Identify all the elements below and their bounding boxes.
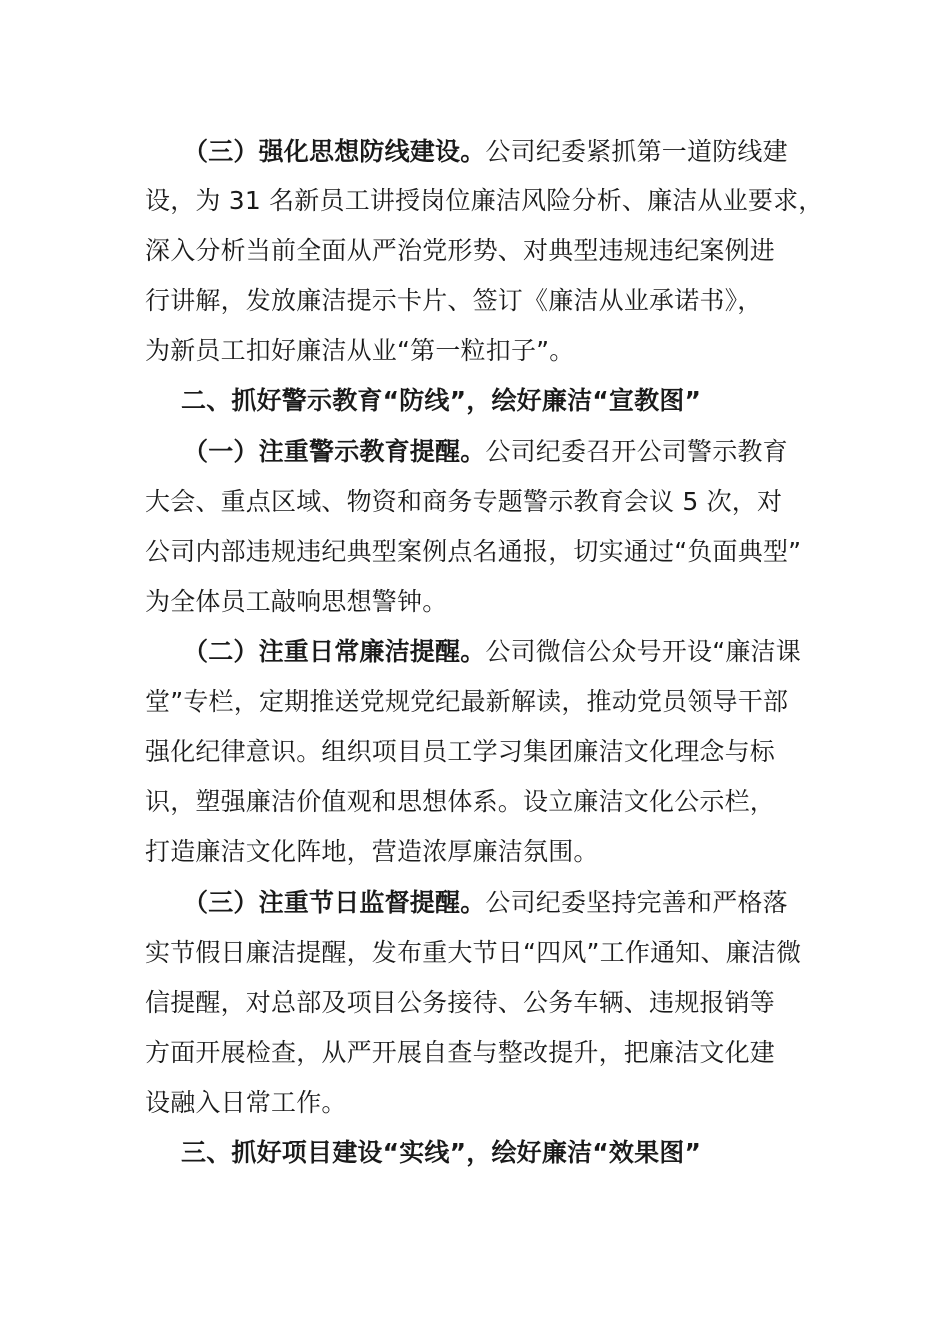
paragraph-line bbox=[145, 735, 775, 769]
paragraph-line bbox=[145, 1086, 347, 1120]
line-text: 公司微信公众号开设“廉洁课 bbox=[485, 637, 801, 666]
paragraph-line bbox=[145, 485, 782, 519]
line-text: 识，塑强廉洁价值观和思想体系。设立廉洁文化公示栏， bbox=[145, 787, 776, 816]
paragraph-line bbox=[145, 1036, 775, 1070]
line-text: 行讲解，发放廉洁提示卡片、签订《廉洁从业承诺书》， bbox=[145, 286, 763, 315]
paragraph-line bbox=[145, 685, 788, 719]
line-text: 打造廉洁文化阵地，营造浓厚廉洁氛围。 bbox=[145, 837, 599, 866]
paragraph-line bbox=[183, 135, 788, 169]
line-text: 公司纪委召开公司警示教育 bbox=[485, 437, 788, 466]
subsection-heading: （三）强化思想防线建设。 bbox=[183, 137, 486, 166]
line-text: 公司内部违规违纪典型案例点名通报，切实通过“负面典型” bbox=[145, 537, 802, 566]
line-text: 设，为 31 名新员工讲授岗位廉洁风险分析、廉洁从业要求， bbox=[145, 186, 824, 215]
section-heading: 三、抓好项目建设“实线”，绘好廉洁“效果图” bbox=[181, 1138, 702, 1167]
paragraph-line bbox=[145, 535, 801, 569]
paragraph-line bbox=[145, 234, 775, 268]
line-text: 实节假日廉洁提醒，发布重大节日“四风”工作通知、廉洁微 bbox=[145, 938, 802, 967]
subsection-heading: （三）注重节日监督提醒。 bbox=[183, 888, 486, 917]
line-text: 公司纪委坚持完善和严格落 bbox=[485, 888, 788, 917]
paragraph-line bbox=[145, 334, 575, 368]
line-text: 强化纪律意识。组织项目员工学习集团廉洁文化理念与标 bbox=[145, 737, 776, 766]
paragraph-line bbox=[145, 284, 763, 318]
line-text: 大会、重点区域、物资和商务专题警示教育会议 5 次，对 bbox=[145, 487, 783, 516]
paragraph-line bbox=[183, 635, 801, 669]
section-heading: 二、抓好警示教育“防线”，绘好廉洁“宣教图” bbox=[181, 386, 702, 415]
line-text: 深入分析当前全面从严治党形势、对典型违规违纪案例进 bbox=[145, 236, 776, 265]
line-text: 堂”专栏，定期推送党规党纪最新解读，推动党员领导干部 bbox=[145, 687, 789, 716]
paragraph-line bbox=[145, 986, 775, 1020]
paragraph-line bbox=[145, 835, 599, 869]
paragraph-line bbox=[145, 785, 775, 819]
subsection-heading: （一）注重警示教育提醒。 bbox=[183, 437, 486, 466]
line-text: 方面开展检查，从严开展自查与整改提升，把廉洁文化建 bbox=[145, 1038, 776, 1067]
line-text: 设融入日常工作。 bbox=[145, 1088, 347, 1117]
line-text: 为全体员工敲响思想警钟。 bbox=[145, 587, 448, 616]
line-text: 公司纪委紧抓第一道防线建 bbox=[485, 137, 788, 166]
paragraph-line bbox=[183, 886, 788, 920]
line-text: 信提醒，对总部及项目公务接待、公务车辆、违规报销等 bbox=[145, 988, 776, 1017]
paragraph-line bbox=[145, 585, 447, 619]
paragraph-line bbox=[145, 936, 801, 970]
paragraph-line bbox=[183, 435, 788, 469]
subsection-heading: （二）注重日常廉洁提醒。 bbox=[183, 637, 486, 666]
line-text: 为新员工扣好廉洁从业“第一粒扣子”。 bbox=[145, 336, 575, 365]
paragraph-line bbox=[145, 184, 824, 218]
